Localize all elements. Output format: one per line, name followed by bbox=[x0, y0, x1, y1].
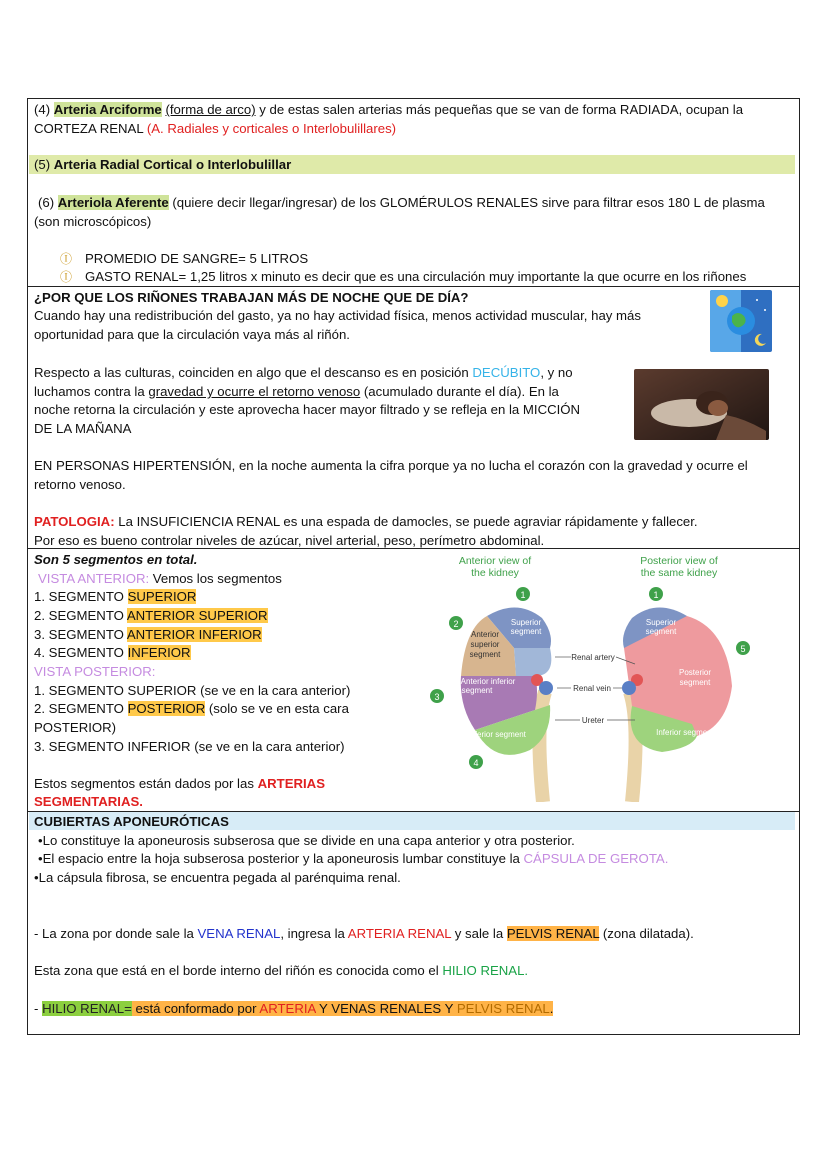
hilum-zone-line: Esta zona que está en el borde interno del riñón es conocida como el HILIO RENAL. bbox=[34, 963, 529, 978]
svg-text:4: 4 bbox=[473, 758, 479, 768]
label-posterior: Posterior bbox=[678, 668, 712, 677]
posterior-vein-dot bbox=[622, 681, 636, 695]
segment-item: 1. SEGMENTO SUPERIOR bbox=[34, 589, 197, 604]
paragraph-line: noche retorna la circulación y este aprovecha hacer mayor filtrado y se refleja en la MICCIÓN bbox=[34, 402, 581, 417]
label-post-superior: segment bbox=[645, 627, 677, 636]
aponeurotic-title: CUBIERTAS APONEURÓTICAS bbox=[34, 814, 229, 829]
arteries-line: Estos segmentos están dados por las ARTERIAS bbox=[34, 776, 325, 791]
aponeurotic-bullet: •Lo constituye la aponeurosis subserosa que se divide en una capa anterior y otra posterior. bbox=[38, 833, 575, 848]
label-posterior: segment bbox=[679, 678, 711, 687]
segment-item: 2. SEGMENTO ANTERIOR SUPERIOR bbox=[34, 608, 268, 623]
segments-title: Son 5 segmentos en total. bbox=[34, 552, 198, 567]
label-anterior-superior: segment bbox=[469, 650, 501, 659]
label-post-inferior: Inferior segment bbox=[656, 728, 714, 737]
posterior-view-title: Posterior view of bbox=[640, 555, 718, 567]
sleeping-person-image bbox=[634, 369, 769, 440]
paragraph-line: Cuando hay una redistribución del gasto, ya no hay actividad física, menos actividad muscular, hay más bbox=[34, 308, 641, 323]
segment-item: 1. SEGMENTO SUPERIOR (se ve en la cara anterior) bbox=[34, 683, 351, 698]
renal-vein-dot bbox=[539, 681, 553, 695]
anterior-view-title: the kidney bbox=[471, 567, 519, 579]
paragraph-line: EN PERSONAS HIPERTENSIÓN, en la noche aumenta la cifra porque ya no lucha el corazón con la gravedad y ocurre el bbox=[34, 458, 748, 473]
question-heading: ¿POR QUE LOS RIÑONES TRABAJAN MÁS DE NOCHE QUE DE DÍA? bbox=[34, 290, 469, 305]
paragraph-line: retorno venoso. bbox=[34, 477, 126, 492]
label-superior: segment bbox=[510, 627, 542, 636]
svg-text:2: 2 bbox=[453, 619, 459, 629]
kidney-segments-diagram bbox=[425, 552, 770, 802]
hilum-area bbox=[514, 648, 551, 676]
paragraph-line: luchamos contra la gravedad y ocurre el retorno venoso (acumulado durante el día). En la bbox=[34, 384, 559, 399]
pathology-line: PATOLOGIA: La INSUFICIENCIA RENAL es una espada de damocles, se puede agraviar rápidamente y fallecer. bbox=[34, 514, 698, 529]
paragraph-line: Respecto a las culturas, coinciden en algo que el descanso es en posición DECÚBITO, y no bbox=[34, 365, 573, 380]
segment-item: 3. SEGMENTO INFERIOR (se ve en la cara anterior) bbox=[34, 739, 345, 754]
svg-text:3: 3 bbox=[434, 692, 440, 702]
info-bullet-icon: Ⓘ bbox=[60, 270, 73, 284]
paragraph-line: DE LA MAÑANA bbox=[34, 421, 132, 436]
bullet-blood: PROMEDIO DE SANGRE= 5 LITROS bbox=[85, 251, 309, 266]
segment-item: POSTERIOR) bbox=[34, 720, 117, 735]
aponeurotic-bullet: •El espacio entre la hoja subserosa posterior y la aponeurosis lumbar constituye la CÁPSULA DE GEROTA. bbox=[38, 851, 669, 866]
label-post-superior: Superior bbox=[645, 618, 677, 627]
arciform-line-1: (4) Arteria Arciforme (forma de arco) y de estas salen arterias más pequeñas que se van de forma RADIADA, ocupan la bbox=[34, 102, 744, 117]
bullet-renal-output: GASTO RENAL= 1,25 litros x minuto es decir que es una circulación muy importante la que ocurre en los riñones bbox=[85, 269, 747, 284]
segment-item: 3. SEGMENTO ANTERIOR INFERIOR bbox=[34, 627, 262, 642]
hilum-summary-line: - HILIO RENAL= está conformado por ARTERIA Y VENAS RENALES Y PELVIS RENAL. bbox=[34, 1001, 554, 1016]
info-bullet-icon: Ⓘ bbox=[60, 252, 73, 266]
label-anterior-inferior: Anterior inferior bbox=[460, 677, 516, 686]
segment-item: 2. SEGMENTO POSTERIOR (solo se ve en esta cara bbox=[34, 701, 349, 716]
afferent-line-1: (6) Arteriola Aferente (quiere decir llegar/ingresar) de los GLOMÉRULOS RENALES sirve para filtrar esos 180 L de plasma bbox=[38, 195, 765, 210]
arciform-line-2: CORTEZA RENAL (A. Radiales y corticales o Interlobulillares) bbox=[34, 121, 397, 136]
afferent-line-2: (son microscópicos) bbox=[34, 214, 152, 229]
label-anterior-superior: Anterior bbox=[470, 630, 500, 639]
label-anterior-inferior: segment bbox=[461, 686, 493, 695]
posterior-view-title: the same kidney bbox=[640, 567, 718, 579]
hilum-zone-line: - La zona por donde sale la VENA RENAL, ingresa la ARTERIA RENAL y sale la PELVIS RENAL (zona dilatada). bbox=[34, 926, 694, 941]
paragraph-line: oportunidad para que la circulación vaya más al riñón. bbox=[34, 327, 350, 342]
posterior-view-label: VISTA POSTERIOR: bbox=[34, 664, 156, 679]
aponeurotic-bullet: •La cápsula fibrosa, se encuentra pegada al parénquima renal. bbox=[34, 870, 401, 885]
label-superior: Superior bbox=[510, 618, 542, 627]
earth-day-night-image bbox=[710, 290, 772, 352]
segment-item: 4. SEGMENTO INFERIOR bbox=[34, 645, 191, 660]
radial-line: (5) Arteria Radial Cortical o Interlobulillar bbox=[34, 157, 292, 172]
label-renal-vein: Renal vein bbox=[573, 684, 611, 693]
svg-text:1: 1 bbox=[653, 590, 659, 600]
paragraph-line: Por eso es bueno controlar niveles de azúcar, nivel arterial, peso, perímetro abdominal. bbox=[34, 533, 545, 548]
anterior-view-line: VISTA ANTERIOR: Vemos los segmentos bbox=[38, 571, 282, 586]
anterior-view-title: Anterior view of bbox=[458, 555, 532, 567]
label-ureter: Ureter bbox=[581, 716, 605, 725]
label-renal-artery: Renal artery bbox=[571, 653, 615, 662]
divider-1 bbox=[27, 286, 800, 287]
arteries-line-2: SEGMENTARIAS. bbox=[34, 794, 143, 809]
label-anterior-superior: superior bbox=[470, 640, 500, 649]
svg-text:5: 5 bbox=[740, 644, 746, 654]
label-inferior: Inferior segment bbox=[468, 730, 526, 739]
svg-text:1: 1 bbox=[520, 590, 526, 600]
